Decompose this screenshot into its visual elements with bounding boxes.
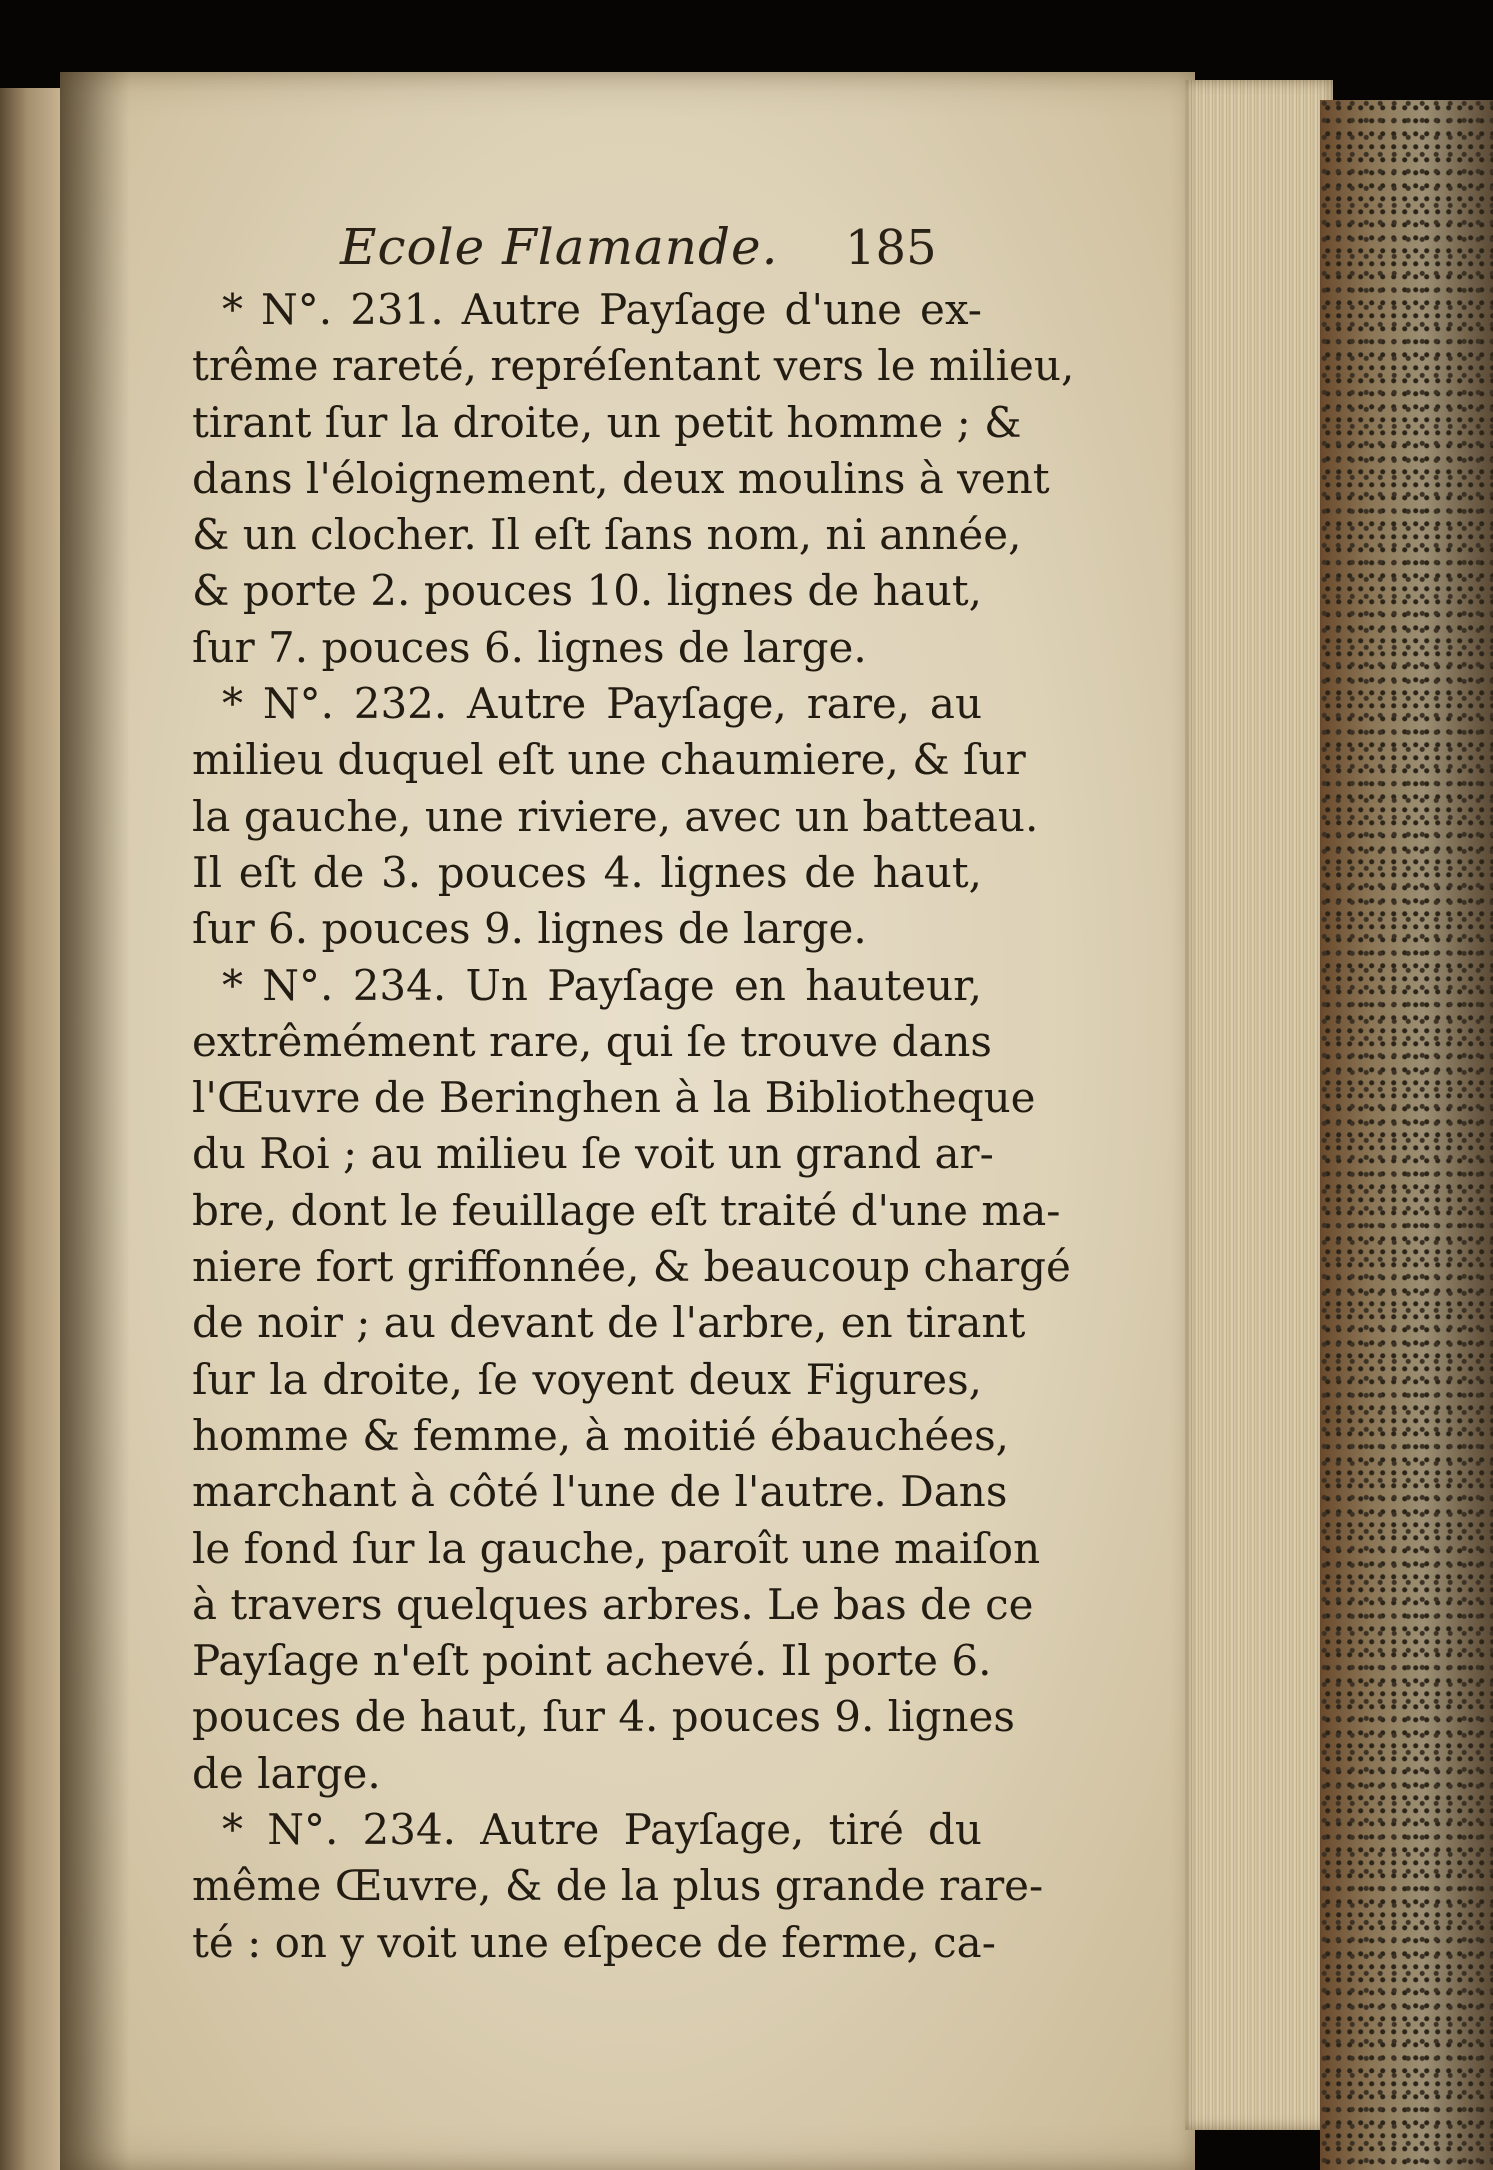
text-line: extrêmément rare, qui ſe trouve dans <box>192 1016 992 1066</box>
text-line: du Roi ; au milieu ſe voit un grand ar- <box>192 1129 994 1179</box>
text-line: * N°. 234. Autre Payſage, tiré du <box>222 1805 982 1855</box>
text-line: té : on y voit une eſpece de ferme, ca- <box>192 1917 996 1967</box>
text-line: la gauche, une riviere, avec un batteau. <box>192 791 1039 841</box>
facing-page-edge <box>0 88 65 2170</box>
text-line: pouces de haut, ſur 4. pouces 9. lignes <box>192 1692 1015 1742</box>
marbled-cover <box>1320 100 1493 2170</box>
text-line: * N°. 232. Autre Payſage, rare, au <box>222 679 982 729</box>
text-line: ſur 7. pouces 6. lignes de large. <box>192 622 867 672</box>
text-line: homme & femme, à moitié ébauchées, <box>192 1410 1010 1460</box>
text-line: même Œuvre, & de la plus grande rare- <box>192 1861 1044 1911</box>
text-line: de noir ; au devant de l'arbre, en tirant <box>192 1298 1026 1348</box>
body-text <box>192 282 1075 1971</box>
text-line: niere fort griffonnée, & beaucoup chargé <box>192 1242 1071 1292</box>
page-header <box>340 218 980 288</box>
text-line: dans l'éloignement, deux moulins à vent <box>192 453 1050 503</box>
page-number: 185 <box>845 220 937 276</box>
text-line: * N°. 234. Un Payſage en hauteur, <box>222 960 982 1010</box>
text-line: * N°. 231. Autre Payſage d'une ex- <box>222 285 982 334</box>
text-line: Payſage n'eſt point achevé. Il porte 6. <box>192 1636 992 1686</box>
text-line: bre, dont le feuillage eſt traité d'une ma- <box>192 1185 1061 1235</box>
text-line: tirant ſur la droite, un petit homme ; & <box>192 397 1022 447</box>
gutter-shadow <box>60 72 130 2170</box>
text-line: marchant à côté l'une de l'autre. Dans <box>192 1467 1008 1517</box>
text-line: Il eſt de 3. pouces 4. lignes de haut, <box>192 847 982 897</box>
text-line: & porte 2. pouces 10. lignes de haut, <box>192 566 982 616</box>
text-line: ſur 6. pouces 9. lignes de large. <box>192 904 867 954</box>
text-line: à travers quelques arbres. Le bas de ce <box>192 1579 1034 1629</box>
text-line: le fond ſur la gauche, paroît une maiſon <box>192 1523 1041 1573</box>
page-block-edges <box>1185 80 1333 2130</box>
text-line: & un clocher. Il eſt ſans nom, ni année, <box>192 510 1022 560</box>
running-title: Ecole Flamande. <box>340 218 779 276</box>
text-line: milieu duquel eſt une chaumiere, & ſur <box>192 735 1026 785</box>
text-line: l'Œuvre de Beringhen à la Bibliotheque <box>192 1073 1036 1123</box>
text-line: ſur la droite, ſe voyent deux Figures, <box>192 1354 982 1404</box>
text-line: de large. <box>192 1748 381 1798</box>
text-line: trême rareté, repréſentant vers le milieu, <box>192 341 1075 391</box>
